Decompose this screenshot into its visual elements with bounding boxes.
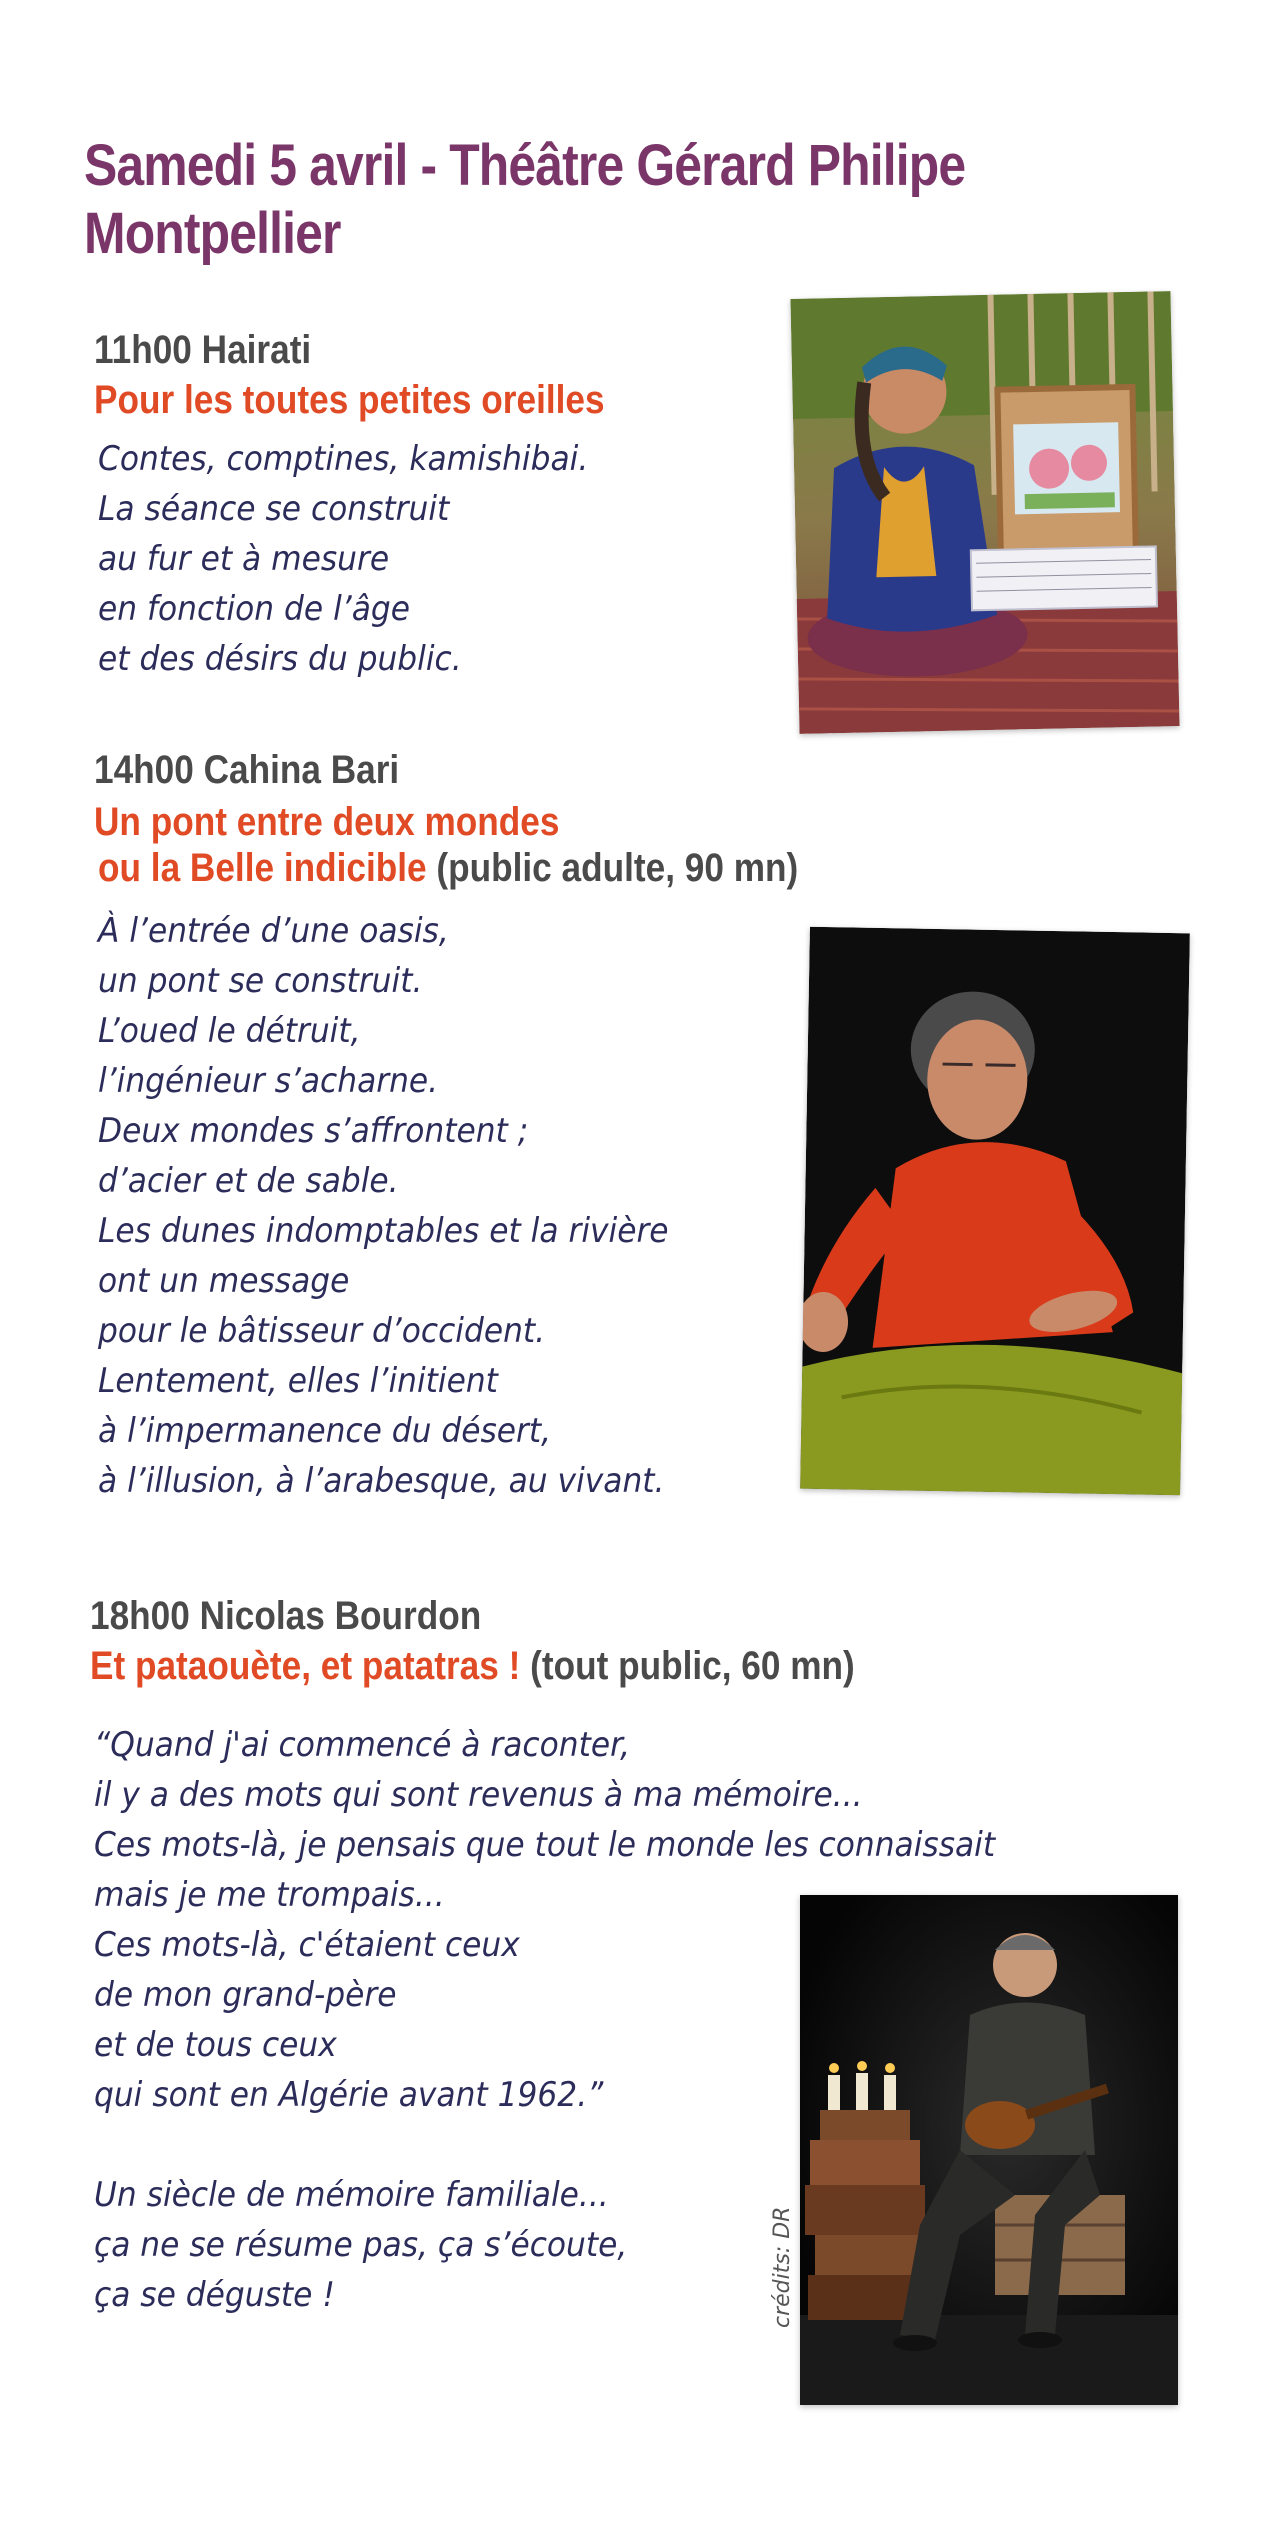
description-line: À l’entrée d’une oasis,: [98, 911, 449, 951]
description-line: La séance se construit: [98, 489, 450, 529]
description-line: au fur et à mesure: [98, 539, 390, 579]
event-1-photo: [790, 291, 1179, 734]
event-1-title: Pour les toutes petites oreilles: [94, 378, 605, 422]
event-3-photo: [800, 1895, 1178, 2405]
event-3-note: (tout public, 60 mn): [530, 1644, 855, 1688]
storyteller-red-sweater-illustration: [800, 927, 1190, 1496]
description-line: Lentement, elles l’initient: [98, 1361, 498, 1401]
page-title-line1: Samedi 5 avril - Théâtre Gérard Philipe: [84, 133, 966, 198]
description-line: à l’illusion, à l’arabesque, au vivant.: [98, 1461, 665, 1501]
description-line: “Quand j'ai commencé à raconter,: [94, 1725, 631, 1765]
description-line: et des désirs du public.: [98, 639, 462, 679]
description-line: l’ingénieur s’acharne.: [98, 1061, 439, 1101]
description-line: mais je me trompais...: [94, 1875, 445, 1915]
photo-credits: crédits: DR: [770, 2206, 795, 2328]
description-line: Les dunes indomptables et la rivière: [98, 1211, 669, 1251]
event-1-description: [98, 434, 588, 684]
description-line: ont un message: [98, 1261, 350, 1301]
event-2-title-text: ou la Belle indicible: [98, 846, 427, 890]
event-2-title-line1: Un pont entre deux mondes: [94, 800, 560, 844]
description-line: en fonction de l’âge: [98, 589, 410, 629]
event-2-description: [98, 906, 669, 1506]
description-line: L’oued le détruit,: [98, 1011, 361, 1051]
event-2-note: (public adulte, 90 mn): [436, 846, 799, 890]
description-line: et de tous ceux: [94, 2025, 337, 2065]
event-2-title-line2: [98, 844, 798, 892]
event-3-time: 18h00 Nicolas Bourdon: [90, 1594, 482, 1638]
description-line: Deux mondes s’affrontent ;: [98, 1111, 529, 1151]
storyteller-kamishibai-illustration: [790, 291, 1179, 734]
description-line: ça ne se résume pas, ça s’écoute,: [94, 2225, 628, 2265]
description-line: Ces mots-là, je pensais que tout le monde les connaissait: [94, 1825, 996, 1865]
description-line: qui sont en Algérie avant 1962.”: [94, 2075, 604, 2115]
description-line: Un siècle de mémoire familiale...: [94, 2175, 609, 2215]
description-line: Ces mots-là, c'étaient ceux: [94, 1925, 520, 1965]
description-line: d’acier et de sable.: [98, 1161, 399, 1201]
event-3-title: Et pataouète, et patatras !: [90, 1644, 521, 1688]
description-line: à l’impermanence du désert,: [98, 1411, 552, 1451]
description-line: un pont se construit.: [98, 961, 423, 1001]
description-line: Contes, comptines, kamishibai.: [98, 439, 589, 479]
description-line: pour le bâtisseur d’occident.: [98, 1311, 546, 1351]
event-3-title-line: [90, 1642, 855, 1690]
page-title: [84, 132, 965, 268]
description-line: il y a des mots qui sont revenus à ma mémoire...: [94, 1775, 863, 1815]
description-line: ça se déguste !: [94, 2275, 335, 2315]
page-title-line2: Montpellier: [84, 201, 341, 266]
musician-ukulele-illustration: [800, 1895, 1178, 2405]
event-1-time: 11h00 Hairati: [94, 328, 312, 372]
event-2-photo: [800, 927, 1190, 1496]
event-2-time: 14h00 Cahina Bari: [94, 748, 400, 792]
description-line: de mon grand-père: [94, 1975, 397, 2015]
